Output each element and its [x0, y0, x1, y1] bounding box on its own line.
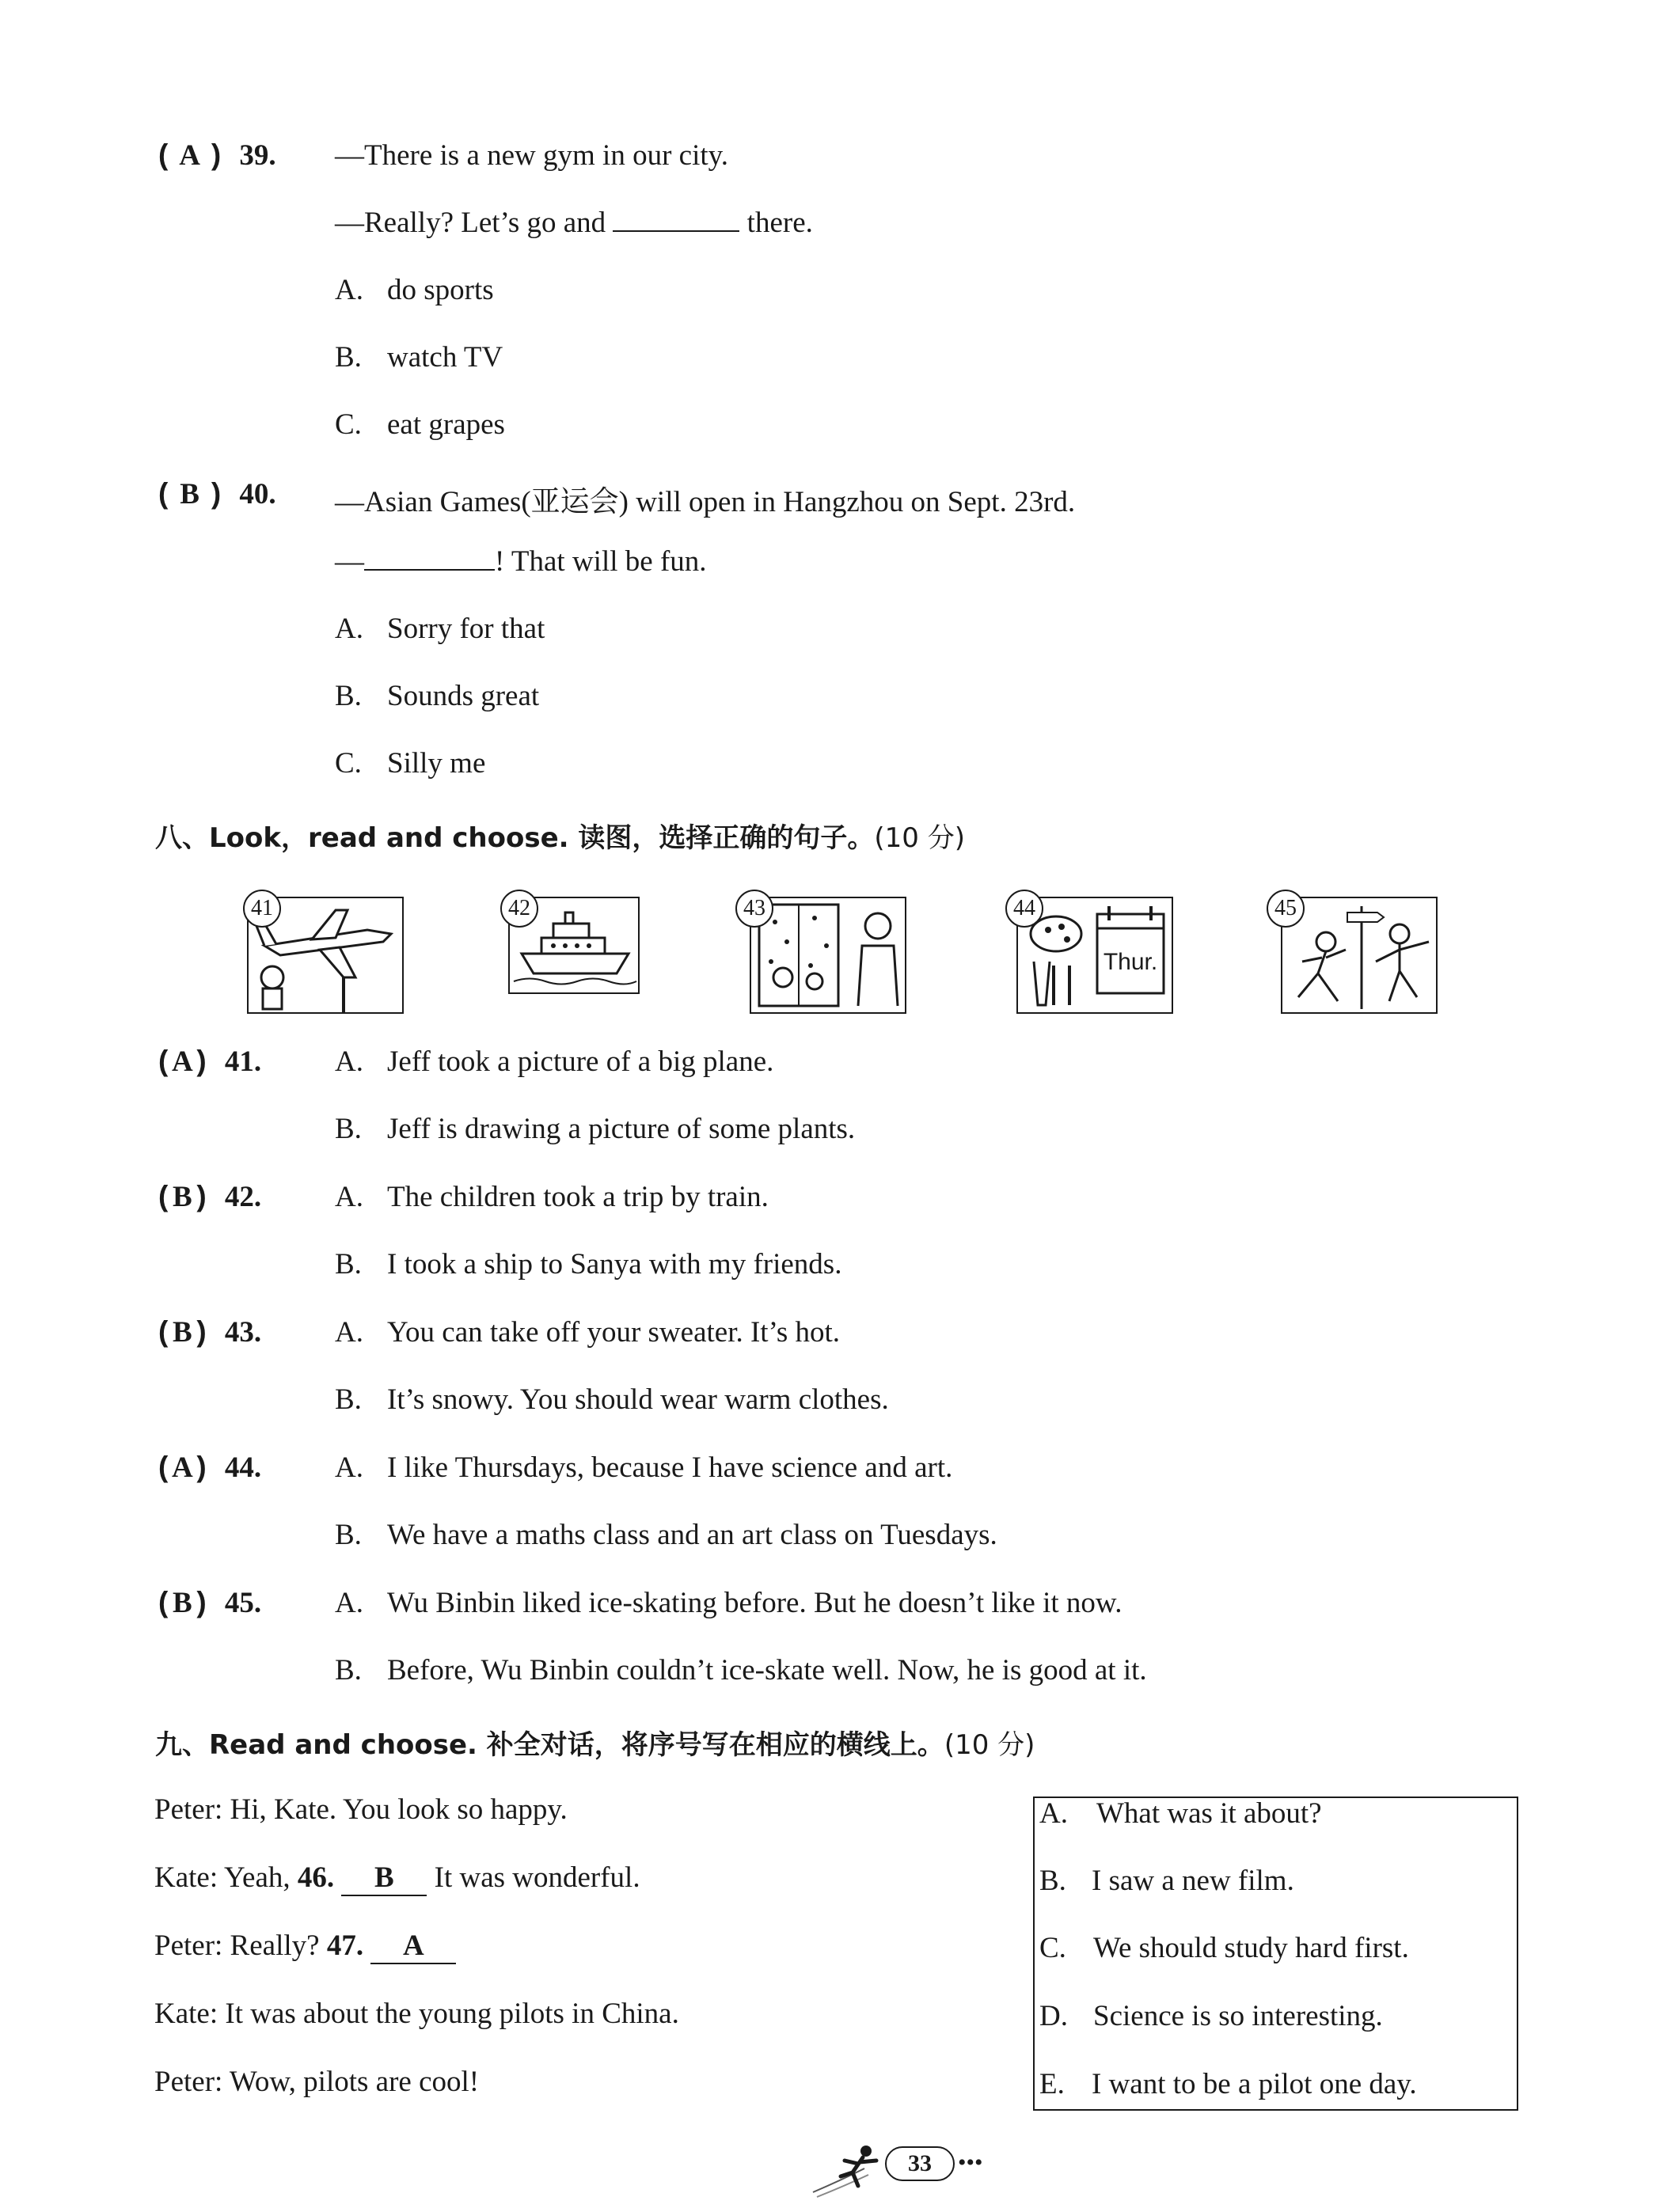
box-option-d [1039, 1999, 1383, 2033]
option-letter: A. [1039, 1797, 1068, 1830]
option-letter: A. [335, 1451, 363, 1484]
answer-43: B [172, 1316, 192, 1349]
section-9-heading: 九、Read and choose. 补全对话，将序号写在相应的横线上。 [155, 1729, 944, 1761]
option-letter: B. [335, 1383, 362, 1416]
option-letter: B. [335, 1654, 362, 1687]
picture-number-41: 41 [243, 890, 281, 928]
blank-number-46: 46. [297, 1861, 335, 1894]
picture-number-43: 43 [735, 890, 773, 928]
option-text: I saw a new film. [1092, 1865, 1294, 1897]
answer-41: A [171, 1045, 193, 1078]
q39-option-c [335, 408, 505, 442]
option-letter: A. [335, 274, 363, 306]
footer-dots-icon: ••• [958, 2149, 983, 2176]
option-text: eat grapes [387, 408, 505, 441]
option-text: We should study hard first. [1093, 1932, 1409, 1964]
snowy-window-icon [751, 898, 905, 1012]
dialogue-line-5: Peter: Wow, pilots are cool! [154, 2066, 480, 2098]
picture-43 [750, 897, 906, 1014]
question-number-44: 44. [224, 1451, 262, 1484]
blank-answer-46: B [341, 1861, 427, 1896]
question-number-40: 40. [239, 478, 276, 510]
option-letter: A. [335, 1587, 363, 1619]
question-number-42: 42. [224, 1181, 262, 1213]
option-text: Before, Wu Binbin couldn’t ice-skate well. Now, he is good at it. [387, 1654, 1147, 1687]
paren-open: ( [158, 477, 169, 510]
question-number-41: 41. [224, 1045, 262, 1078]
answer-42: B [172, 1181, 192, 1213]
q42-option-b [335, 1247, 841, 1281]
option-text: The children took a trip by train. [387, 1181, 769, 1213]
option-letter: C. [335, 408, 362, 441]
q39-option-b [335, 340, 503, 374]
paren-open: ( [158, 1451, 169, 1483]
calendar-day-label: Thur. [1103, 949, 1158, 975]
q43-option-b [335, 1383, 889, 1417]
dialogue-line-4: Kate: It was about the young pilots in China. [154, 1998, 679, 2030]
picture-45 [1281, 897, 1438, 1014]
answer-44: A [171, 1451, 193, 1484]
q40-line1: —Asian Games(亚运会) will open in Hangzhou on Sept. 23rd. [335, 486, 1076, 518]
option-letter: C. [1039, 1932, 1066, 1964]
question-40-header [158, 477, 276, 511]
answer-45: B [172, 1587, 192, 1619]
question-42 [158, 1180, 261, 1214]
option-letter: E. [1039, 2068, 1065, 2100]
option-text: Wu Binbin liked ice-skating before. But he doesn’t like it now. [387, 1587, 1122, 1619]
dialogue-line-2 [154, 1861, 640, 1896]
option-text: I want to be a pilot one day. [1092, 2068, 1417, 2100]
option-text: You can take off your sweater. It’s hot. [387, 1316, 841, 1349]
option-letter: B. [1039, 1865, 1066, 1897]
section-8-score: (10 分) [874, 822, 965, 854]
blank-answer-47: A [370, 1929, 456, 1964]
paren-open: ( [158, 1315, 169, 1348]
q41-option-a [335, 1045, 773, 1079]
question-45 [158, 1586, 261, 1620]
q40-option-a [335, 612, 545, 646]
paren-open: ( [158, 1045, 169, 1077]
section-9-title [155, 1723, 1035, 1762]
option-letter: B. [335, 680, 362, 712]
question-number-39: 39. [239, 139, 276, 172]
option-text: do sports [387, 274, 494, 306]
option-letter: A. [335, 613, 363, 645]
section-8-title [155, 816, 965, 855]
picture-number-42: 42 [500, 890, 538, 928]
q44-option-b [335, 1518, 997, 1552]
picture-number-44: 44 [1005, 890, 1043, 928]
option-text: Silly me [387, 747, 486, 780]
question-43 [158, 1315, 261, 1349]
paren-close: ) [196, 1586, 207, 1618]
q45-option-b [335, 1653, 1147, 1687]
option-letter: A. [335, 1316, 363, 1349]
page-number: 33 [885, 2146, 955, 2181]
q39-line2-pre: —Really? Let’s go and [335, 207, 606, 239]
dialogue-line-3-pre: Peter: Really? [154, 1929, 320, 1962]
dialogue-line-3 [154, 1929, 456, 1964]
paren-close: ) [211, 477, 222, 510]
option-text: We have a maths class and an art class on Tuesdays. [387, 1519, 997, 1551]
answer-40: B [180, 478, 199, 510]
paren-close: ) [196, 1315, 207, 1348]
q45-option-a [335, 1586, 1122, 1620]
q40-line2-post: ! That will be fun. [495, 545, 707, 578]
option-text: I took a ship to Sanya with my friends. [387, 1248, 842, 1281]
q40-line2 [335, 544, 707, 579]
option-letter: C. [335, 747, 362, 780]
q43-option-a [335, 1315, 840, 1349]
box-option-a [1039, 1797, 1322, 1831]
option-letter: D. [1039, 2000, 1068, 2032]
q39-line1: —There is a new gym in our city. [335, 139, 728, 172]
paren-open: ( [158, 1180, 169, 1212]
option-letter: A. [335, 1181, 363, 1213]
option-text: Jeff is drawing a picture of some plants. [387, 1113, 856, 1145]
question-39-header [158, 138, 276, 173]
q39-line2-post: there. [746, 207, 813, 239]
q41-option-b [335, 1112, 855, 1146]
option-letter: A. [335, 1045, 363, 1078]
q40-option-c [335, 746, 485, 780]
box-option-b [1039, 1864, 1294, 1898]
option-letter: B. [335, 341, 362, 374]
q40-option-b [335, 679, 539, 713]
box-option-c [1039, 1931, 1409, 1965]
paren-close: ) [211, 138, 222, 171]
option-letter: B. [335, 1519, 362, 1551]
question-number-45: 45. [224, 1587, 262, 1619]
paren-close: ) [196, 1045, 207, 1077]
q40-line2-pre: — [335, 545, 364, 578]
question-41 [158, 1045, 261, 1079]
q42-option-a [335, 1180, 769, 1214]
option-letter: B. [335, 1248, 362, 1281]
box-option-e [1039, 2067, 1417, 2101]
dialogue-line-1: Peter: Hi, Kate. You look so happy. [154, 1793, 568, 1826]
q39-blank [613, 207, 739, 232]
option-text: It’s snowy. You should wear warm clothes. [387, 1383, 889, 1416]
section-9-score: (10 分) [944, 1729, 1035, 1761]
option-text: I like Thursdays, because I have science and art. [387, 1451, 953, 1484]
q40-blank [364, 545, 495, 571]
dialogue-line-2-post: It was wonderful. [434, 1861, 640, 1894]
q39-line2 [335, 206, 813, 240]
option-text: Jeff took a picture of a big plane. [387, 1045, 774, 1078]
option-text: Sorry for that [387, 613, 545, 645]
picture-number-45: 45 [1267, 890, 1305, 928]
ice-skating-icon [1282, 898, 1436, 1012]
paren-close: ) [196, 1180, 207, 1212]
q39-option-a [335, 273, 494, 307]
paren-open: ( [158, 138, 169, 171]
option-letter: B. [335, 1113, 362, 1145]
option-text: watch TV [387, 341, 503, 374]
option-text: Sounds great [387, 680, 540, 712]
dialogue-line-2-pre: Kate: Yeah, [154, 1861, 291, 1894]
paren-open: ( [158, 1586, 169, 1618]
runner-logo-icon [809, 2137, 888, 2200]
option-text: Science is so interesting. [1093, 2000, 1383, 2032]
answer-39: A [179, 139, 200, 172]
option-text: What was it about? [1096, 1797, 1322, 1830]
question-number-43: 43. [224, 1316, 262, 1349]
paren-close: ) [196, 1451, 207, 1483]
q44-option-a [335, 1451, 952, 1485]
question-44 [158, 1451, 261, 1485]
section-8-heading: 八、Look，read and choose. 读图，选择正确的句子。 [155, 822, 875, 854]
blank-number-47: 47. [326, 1929, 364, 1962]
